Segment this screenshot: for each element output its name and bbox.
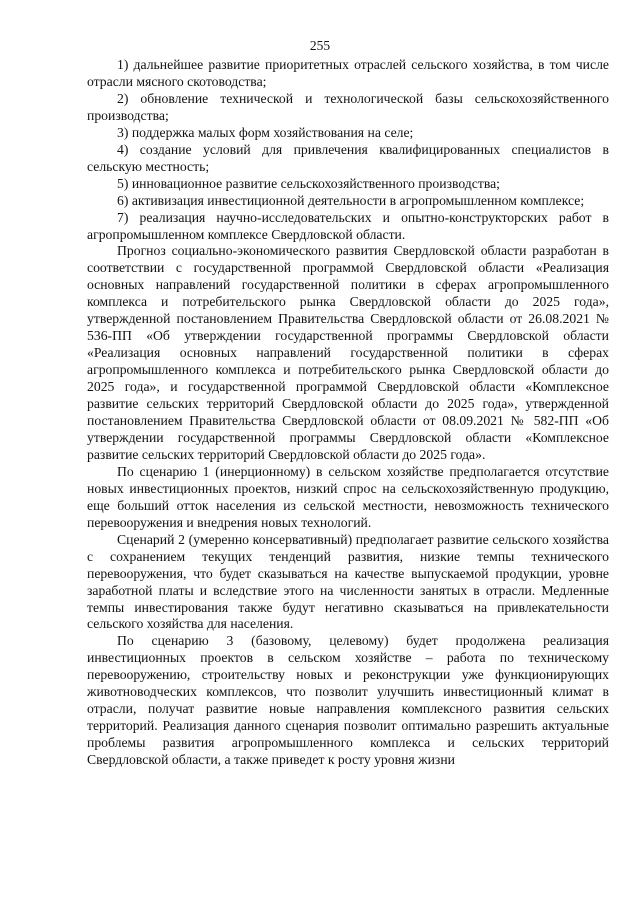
paragraph-scenario-3: По сценарию 3 (базовому, целевому) будет продолжена реализация инвестиционных проектов в сельском хозяйстве – работа по техническому перевооружению, строительству новых и реконструкции уже функционирующих животноводческих комплексов, что позволит улучшить инвестиционный климат в отрасли, получат развитие новые направления комплексного развития сельских территорий. Реализация данного сценария позволит оптимально разрешить актуальные проблемы развития агропромышленного комплекса и сельских территорий Свердловской области, а также приведет к росту уровня жизни bbox=[87, 633, 609, 768]
list-item-3: 3) поддержка малых форм хозяйствования на селе; bbox=[117, 124, 414, 140]
list-item-1: 1) дальнейшее развитие приоритетных отраслей сельского хозяйства, в том числе отрасли мясного скотоводства; bbox=[87, 57, 609, 89]
paragraph-scenario-1: По сценарию 1 (инерционному) в сельском хозяйстве предполагается отсутствие новых инвестиционных проектов, низкий спрос на сельскохозяйственную продукцию, еще больший отток населения из сельской местности, невозможность технического перевооружения и внедрения новых технологий. bbox=[87, 463, 609, 530]
list-item-2: 2) обновление технической и технологической базы сельскохозяйственного производства; bbox=[87, 90, 609, 123]
list-item-7: 7) реализация научно-исследовательских и опытно-конструкторских работ в агропромышленном комплексе Свердловской области. bbox=[87, 209, 609, 242]
list-item-6: 6) активизация инвестиционной деятельности в агропромышленном комплексе; bbox=[117, 192, 585, 208]
paragraph-forecast: Прогноз социально-экономического развития Свердловской области разработан в соответствии с государственной программой Свердловской области «Реализация основных направлений государственной политики в сферах агропромышленного комплекса и потребительского рынка Свердловской области до 2025 года», утвержденной постановлением Правительства Свердловской области от 26.08.2021 № 536-ПП «Об утверждении государственной программы Свердловской области «Реализация основных направлений государственной политики в сферах агропромышленного комплекса и потребительского рынка Свердловской области до 2025 года», и государственной программой Свердловской области «Комплексное развитие сельских территорий Свердловской области до 2025 года», утвержденной постановлением Правительства Свердловской области от 08.09.2021 № 582-ПП «Об утверждении государственной программы Свердловской области «Комплексное развитие сельских территорий Свердловской области до 2025 года». bbox=[87, 243, 609, 462]
page-number: 255 bbox=[309, 38, 331, 53]
paragraph-scenario-2: Сценарий 2 (умеренно консервативный) предполагает развитие сельского хозяйства с сохранением текущих тенденций развития, низкие темпы технического перевооружения, что будет сказываться на качестве выпускаемой продукции, уровне заработной платы и вследствие этого на численности занятых в отрасли. Медленные темпы инвестирования также будут негативно сказываться на привлекательности сельского хозяйства для населения. bbox=[87, 531, 609, 632]
list-item-5: 5) инновационное развитие сельскохозяйственного производства; bbox=[117, 175, 500, 191]
body-text bbox=[87, 57, 609, 769]
list-item-4: 4) создание условий для привлечения квалифицированных специалистов в сельскую местность; bbox=[87, 141, 609, 174]
